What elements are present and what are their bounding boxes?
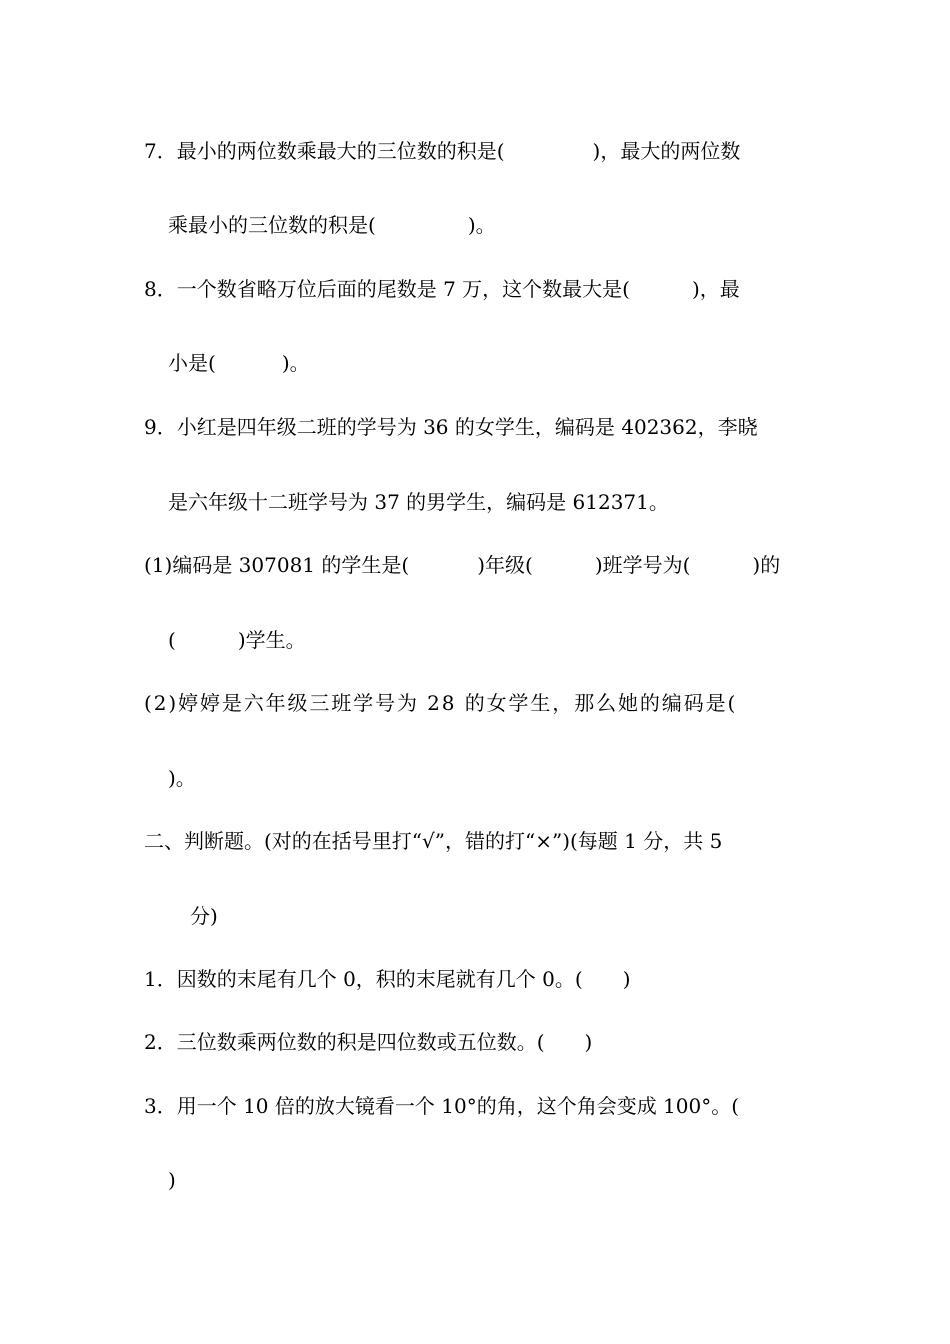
q9-p1-text-b: )年级( xyxy=(477,553,533,577)
question-9-line-2: 是六年级十二班学号为 37 的男学生，编码是 612371。 xyxy=(168,490,669,514)
q8-text-b: )，最 xyxy=(691,277,740,301)
q7-text-c: 乘最小的三位数的积是( xyxy=(168,213,376,237)
question-7-line-1 xyxy=(144,138,740,164)
question-9-part-1-line-2 xyxy=(168,627,306,653)
q9-p1-text-a: (1)编码是 307081 的学生是( xyxy=(144,553,410,577)
judgment-2 xyxy=(144,1029,592,1055)
q8-text-c: 小是( xyxy=(168,351,216,375)
j2-close-paren: ) xyxy=(584,1030,593,1054)
judgment-3-line-2: ) xyxy=(168,1168,176,1192)
question-7-line-2 xyxy=(168,212,496,238)
judgment-3-line-1: 3．用一个 10 倍的放大镜看一个 10°的角，这个角会变成 100°。( xyxy=(144,1094,740,1118)
q9-p1-text-f: )学生。 xyxy=(237,628,306,652)
question-9-line-1: 9．小红是四年级二班的学号为 36 的女学生，编码是 402362，李晓 xyxy=(144,415,758,439)
j1-text: 1．因数的末尾有几个 0，积的末尾就有几个 0。( xyxy=(144,967,583,991)
question-9-part-2-line-2: )。 xyxy=(168,766,196,790)
q8-text-a: 8．一个数省略万位后面的尾数是 7 万，这个数最大是( xyxy=(144,277,630,301)
q9-p1-text-e: ( xyxy=(168,628,176,652)
question-8-line-1 xyxy=(144,276,740,302)
section-2-heading-line-2: 分) xyxy=(190,904,218,928)
question-9-part-1-line-1 xyxy=(144,552,780,578)
q7-text-b: )，最大的两位数 xyxy=(592,139,741,163)
question-9-part-2-line-1: (2)婷婷是六年级三班学号为 28 的女学生，那么她的编码是( xyxy=(144,691,738,715)
q9-p1-text-c: )班学号为( xyxy=(594,553,691,577)
question-8-line-2 xyxy=(168,350,310,376)
judgment-1 xyxy=(144,966,631,992)
q9-p1-text-d: )的 xyxy=(752,553,781,577)
j2-text: 2．三位数乘两位数的积是四位数或五位数。( xyxy=(144,1030,545,1054)
q7-text-a: 7．最小的两位数乘最大的三位数的积是( xyxy=(144,139,505,163)
q8-text-d: )。 xyxy=(281,351,310,375)
q7-text-d: )。 xyxy=(467,213,496,237)
j1-close-paren: ) xyxy=(622,967,631,991)
section-2-heading-line-1: 二、判断题。(对的在括号里打“√”，错的打“×”)(每题 1 分，共 5 xyxy=(144,829,723,853)
